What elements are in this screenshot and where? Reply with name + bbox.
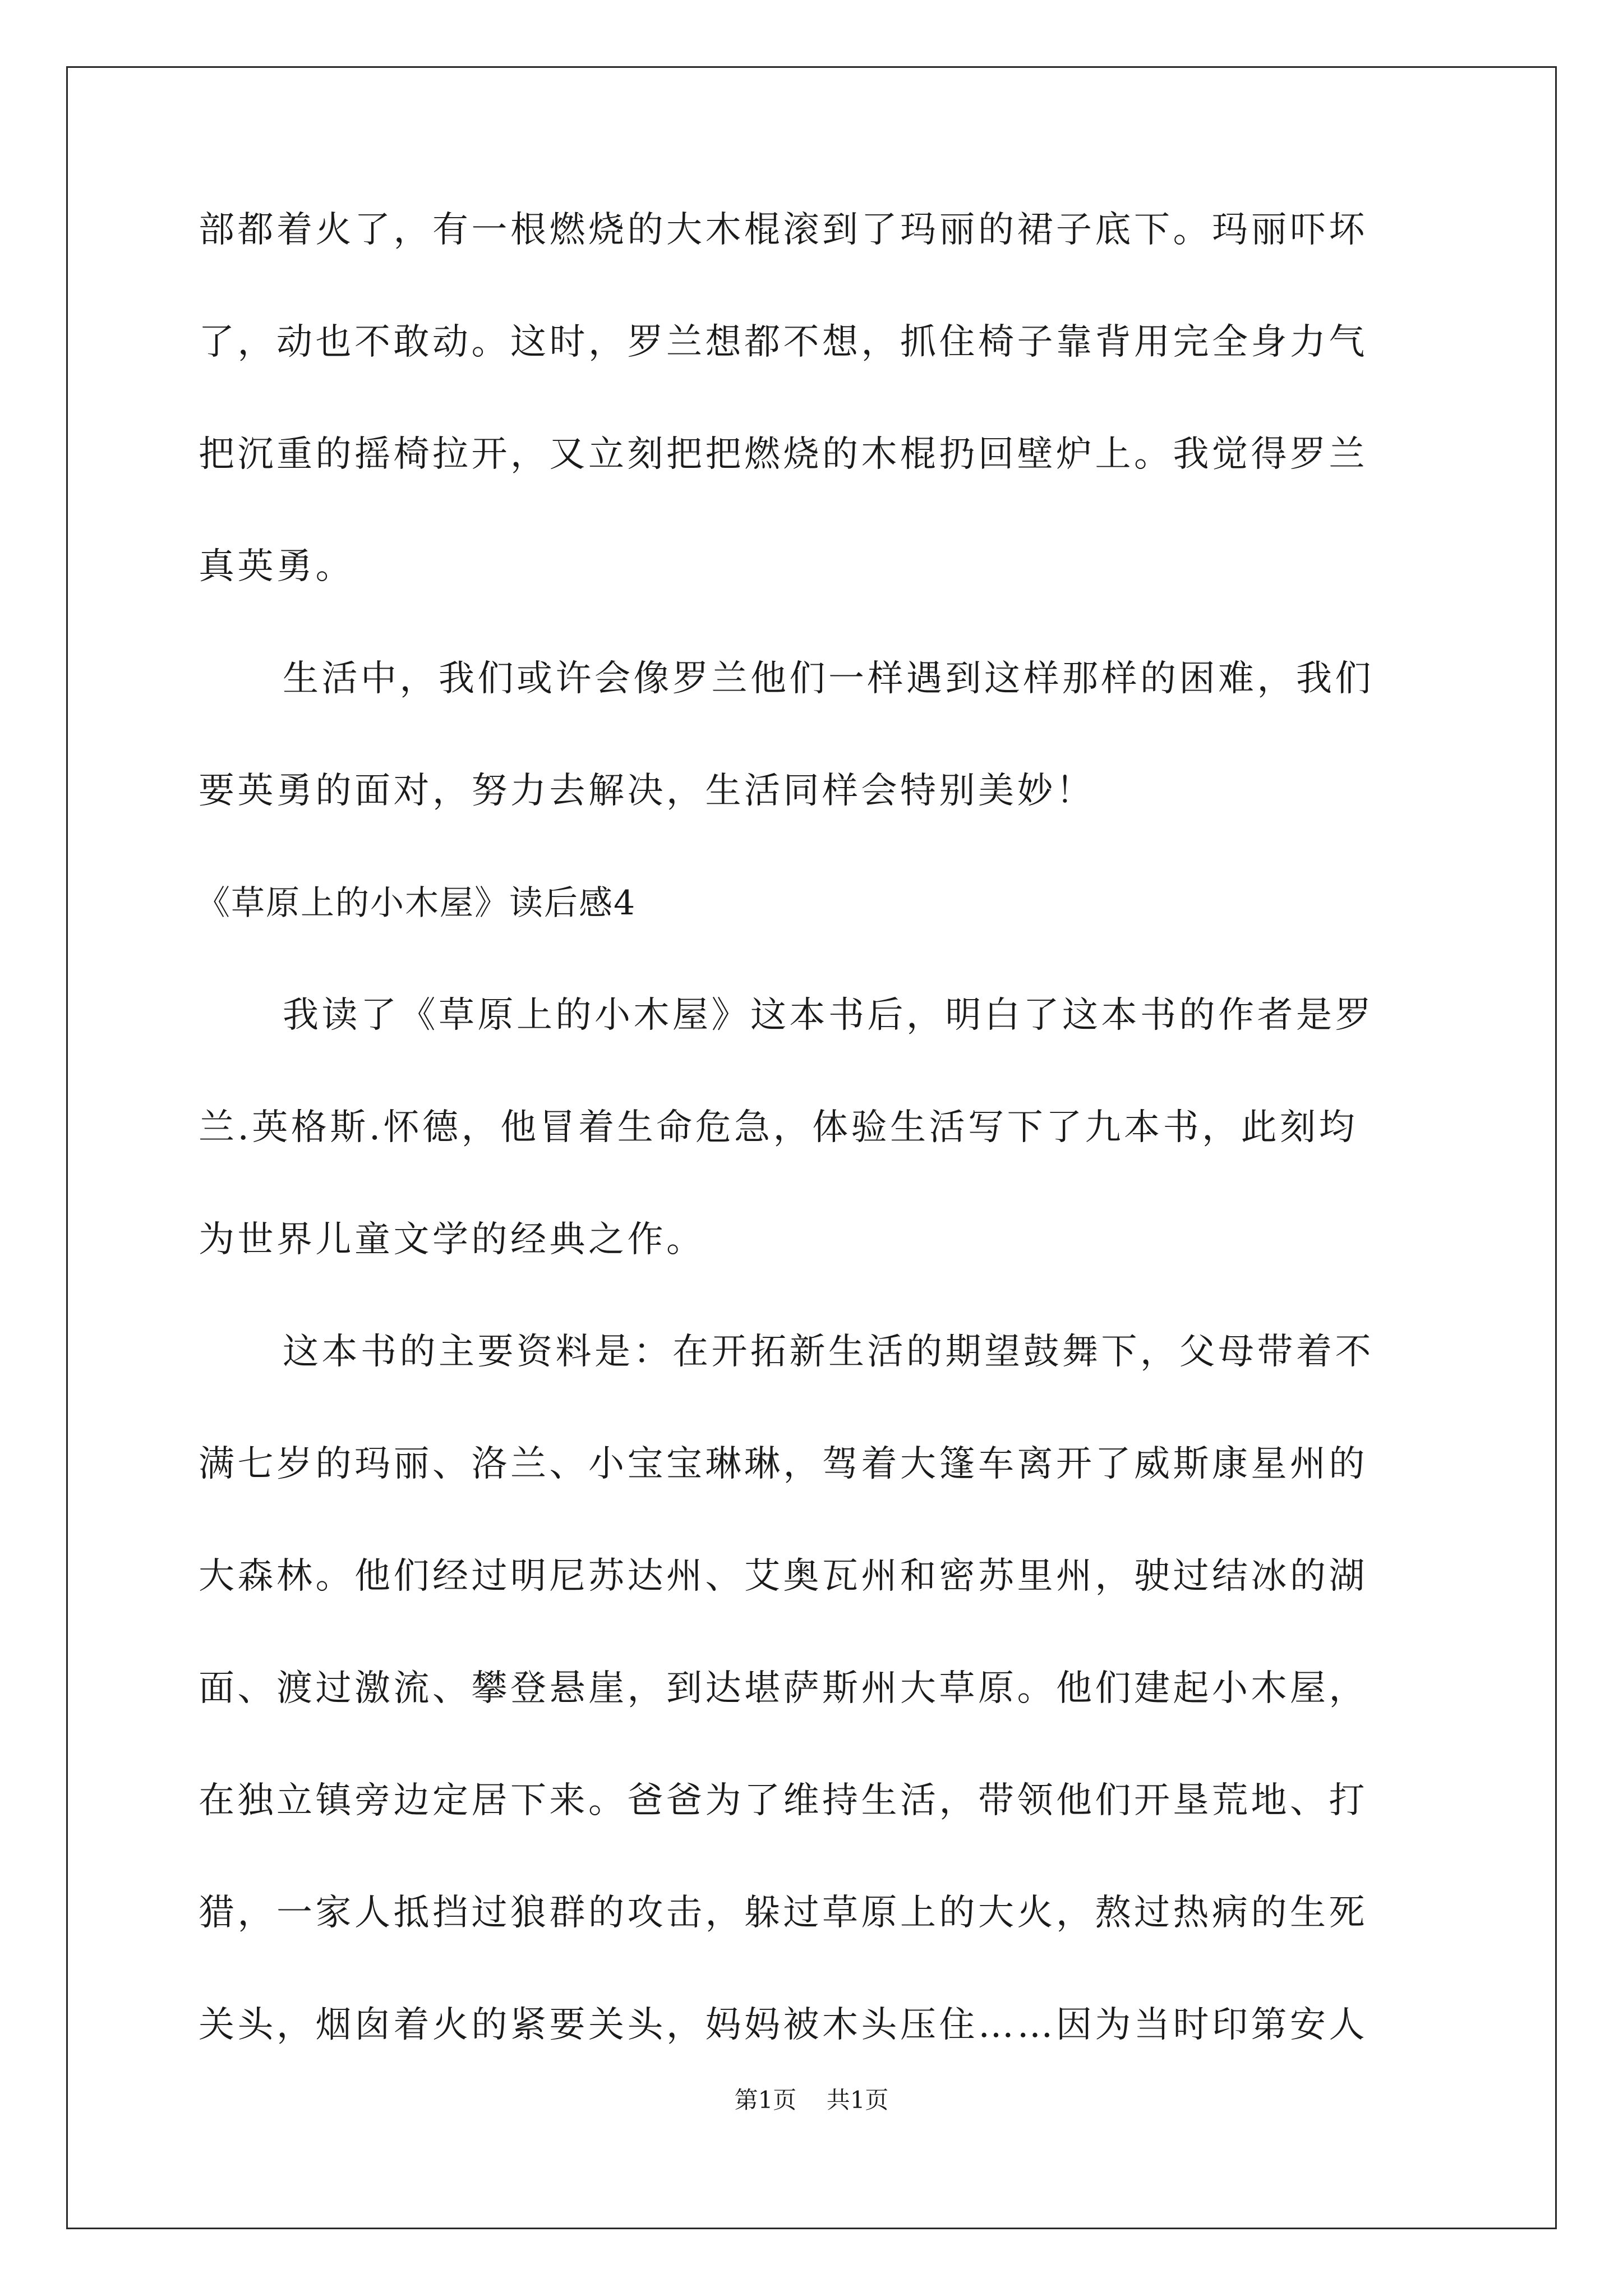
text-line: 猎，一家人抵挡过狼群的攻击，躲过草原上的大火，熬过热病的生死 [199,1892,1368,1934]
document-body [196,209,1424,2046]
text-line: 真英勇。 [199,546,354,587]
text-line: 兰.英格斯.怀德，他冒着生命危急，体验生活写下了九本书，此刻均 [199,1107,1358,1148]
text-line: 大森林。他们经过明尼苏达州、艾奥瓦州和密苏里州，驶过结冰的湖 [199,1556,1368,1597]
text-line: 这本书的主要资料是：在开拓新生活的期望鼓舞下，父母带着不 [283,1331,1374,1373]
text-line: 为世界儿童文学的经典之作。 [199,1219,706,1260]
text-line: 把沉重的摇椅拉开，又立刻把把燃烧的木棍扔回壁炉上。我觉得罗兰 [199,434,1368,475]
text-line: 满七岁的玛丽、洛兰、小宝宝琳琳，驾着大篷车离开了威斯康星州的 [199,1443,1368,1485]
text-line: 面、渡过激流、攀登悬崖，到达堪萨斯州大草原。他们建起小木屋， [199,1668,1368,1709]
text-line: 部都着火了，有一根燃烧的大木棍滚到了玛丽的裙子底下。玛丽吓坏 [199,209,1368,251]
text-line: 关头，烟囱着火的紧要关头，妈妈被木头压住……因为当时印第安人 [199,2004,1368,2046]
text-line: 要英勇的面对，努力去解决，生活同样会特别美妙！ [199,770,1095,812]
section-heading: 《草原上的小木屋》读后感4 [196,884,637,923]
page-footer [0,2087,1623,2114]
page-total: 共1页 [826,2086,889,2114]
text-line: 生活中，我们或许会像罗兰他们一样遇到这样那样的困难，我们 [283,658,1374,700]
page-number: 第1页 [734,2086,797,2114]
text-line: 我读了《草原上的小木屋》这本书后，明白了这本书的作者是罗 [283,995,1374,1036]
text-line: 在独立镇旁边定居下来。爸爸为了维持生活，带领他们开垦荒地、打 [199,1780,1368,1821]
text-line: 了，动也不敢动。这时，罗兰想都不想，抓住椅子靠背用完全身力气 [199,321,1368,363]
